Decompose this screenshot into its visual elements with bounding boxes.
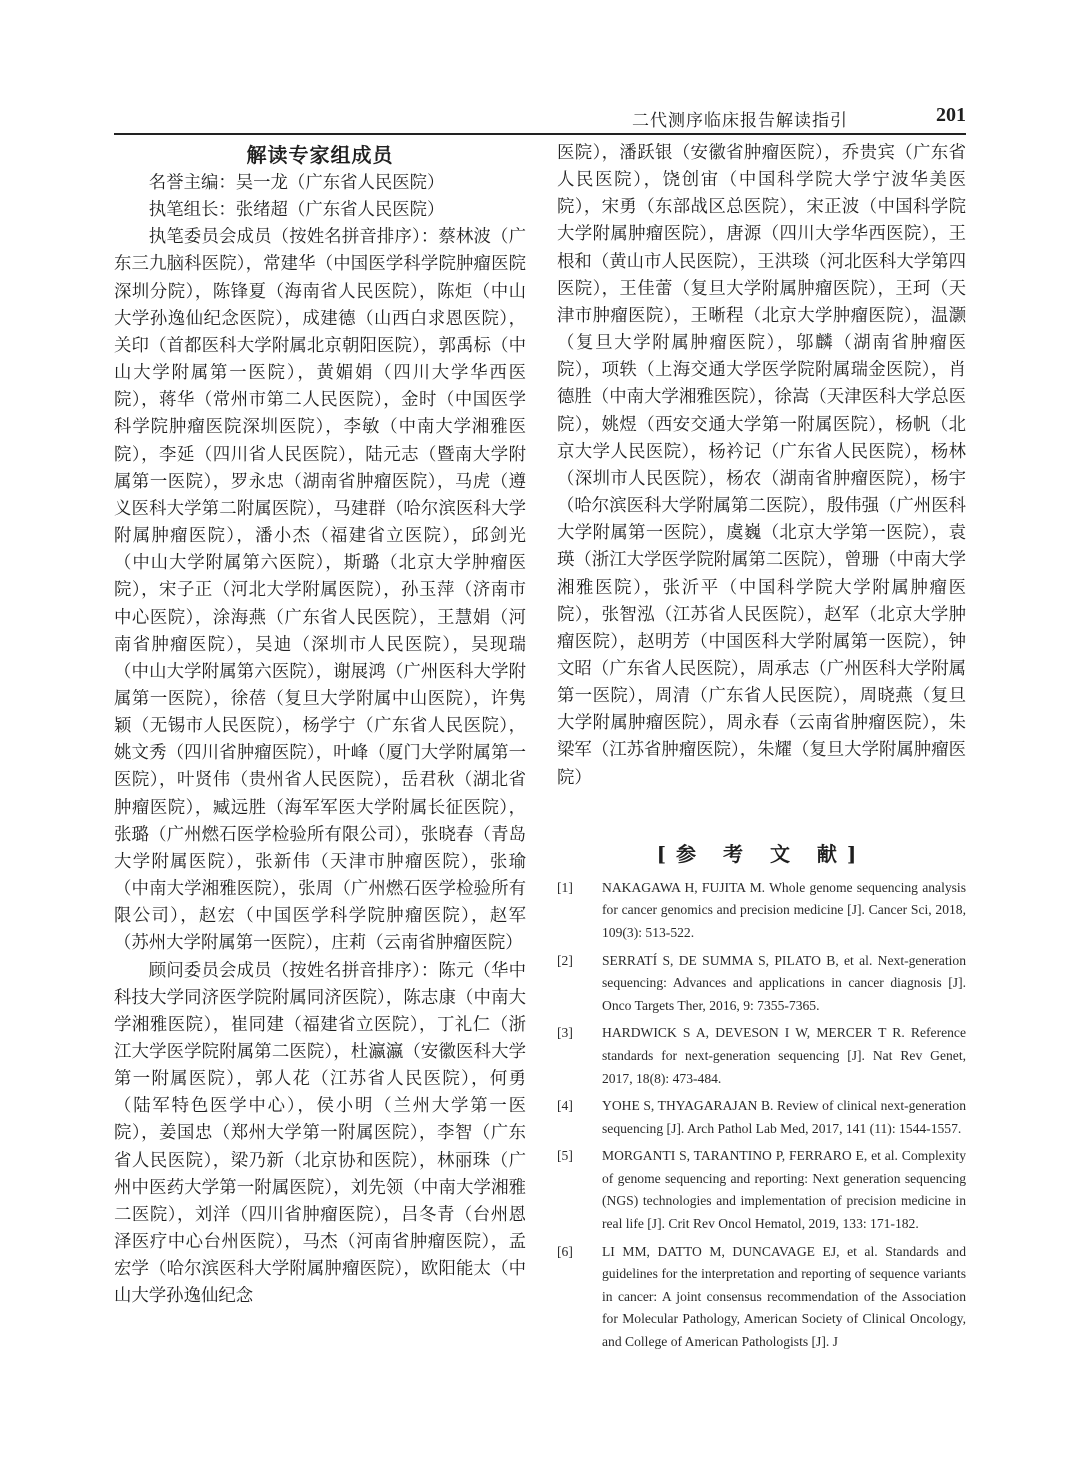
writing-committee: 执笔委员会成员（按姓名拼音排序）：蔡林波（广东三九脑科医院），常建华（中国医学科学院肿瘤医院深圳分院），陈锋夏（海南省人民医院），陈炬（中山大学孙逸仙纪念医院），成建德（山西白求恩医院），关印（首都医科大学附属北京朝阳医院），郭禹标（中山大学附属第一医院），黄媚娟（四川大学华西医院），蒋华（常州市第二人民医院），金时（中国医学科学院肿瘤医院深圳医院），李敏（中南大学湘雅医院），李延（四川省人民医院），陆元志（暨南大学附属第一医院），罗永忠（湖南省肿瘤医院），马虎（遵义医科大学第二附属医院），马建群（哈尔滨医科大学附属肿瘤医院），潘小杰（福建省立医院），邱剑光（中山大学附属第六医院），斯璐（北京大学肿瘤医院），宋子正（河北大学附属医院），孙玉萍（济南市中心医院），涂海燕（广东省人民医院），王慧娟（河南省肿瘤医院），吴迪（深圳市人民医院），吴现瑞（中山大学附属第六医院），谢展鸿（广州医科大学附属第一医院），徐蓓（复旦大学附属中山医院），许隽颖（无锡市人民医院），杨学宁（广东省人民医院），姚文秀（四川省肿瘤医院），叶峰（厦门大学附属第一医院），叶贤伟（贵州省人民医院），岳君秋（湖北省肿瘤医院），臧远胜（海军军医大学附属长征医院），张璐（广州燃石医学检验所有限公司），张晓春（青岛大学附属医院），张新伟（天津市肿瘤医院），张瑜（中南大学湘雅医院），张周（广州燃石医学检验所有限公司），赵宏（中国医学科学院肿瘤医院），赵军（苏州大学附属第一医院），庄莉（云南省肿瘤医院） [114,227,526,954]
reference-number: [5] [557,1148,573,1164]
reference-item [557,877,966,945]
reference-number: [2] [557,952,573,968]
reference-item [557,1145,966,1235]
reference-number: [4] [557,1098,573,1114]
advisory-committee-continued: 医院），潘跃银（安徽省肿瘤医院），乔贵宾（广东省人民医院），饶创宙（中国科学院大学宁波华美医院），宋勇（东部战区总医院），宋正波（中国科学院大学附属肿瘤医院），唐源（四川大学华西医院），王根和（黄山市人民医院），王洪琰（河北医科大学第四医院），王佳蕾（复旦大学附属肿瘤医院），王珂（天津市肿瘤医院），王晰程（北京大学肿瘤医院），温灏（复旦大学附属肿瘤医院），邬麟（湖南省肿瘤医院），项轶（上海交通大学医学院附属瑞金医院），肖德胜（中南大学湘雅医院），徐嵩（天津医科大学总医院），姚煜（西安交通大学第一附属医院），杨帆（北京大学人民医院），杨衿记（广东省人民医院），杨林（深圳市人民医院），杨农（湖南省肿瘤医院），杨宇（哈尔滨医科大学附属第二医院），殷伟强（广州医科大学附属第一医院），虞巍（北京大学第一医院），袁瑛（浙江大学医学院附属第二医院），曾珊（中南大学湘雅医院），张沂平（中国科学院大学附属肿瘤医院），张智泓（江苏省人民医院），赵军（北京大学肿瘤医院），赵明芳（中国医科大学附属第一医院），钟文昭（广东省人民医院），周承志（广州医科大学附属第一医院），周清（广东省人民医院），周晓燕（复旦大学附属肿瘤医院），周永春（云南省肿瘤医院），朱梁军（江苏省肿瘤医院），朱耀（复旦大学附属肿瘤医院） [557,143,966,788]
reference-text: MORGANTI S, TARANTINO P, FERRARO E, et al. Complexity of genome sequencing and reporting: Next generation sequencing (NGS) technologies and implementation of precision medicine in real life [J]. Crit Rev Oncol Hematol, 2019, 133: 171-182. [602,1148,966,1232]
reference-number: [1] [557,879,573,895]
reference-number: [3] [557,1025,573,1041]
references-title: [参 考 文 献] [656,841,867,866]
reference-text: NAKAGAWA H, FUJITA M. Whole genome sequencing analysis for cancer genomics and precision medicine [J]. Cancer Sci, 2018, 109(3): 513-522. [602,879,966,940]
page-number: 201 [936,104,966,126]
advisory-committee: 顾问委员会成员（按姓名拼音排序）：陈元（华中科技大学同济医学院附属同济医院），陈志康（中南大学湘雅医院），崔同建（福建省立医院），丁礼仁（浙江大学医学院附属第二医院），杜瀛瀛（安徽医科大学第一附属医院），郭人花（江苏省人民医院），何勇（陆军特色医学中心），侯小明（兰州大学第一医院），姜国忠（郑州大学第一附属医院），李智（广东省人民医院），梁乃新（北京协和医院），林丽珠（广州中医药大学第一附属医院），刘先领（中南大学湘雅二医院），刘洋（四川省肿瘤医院），吕冬青（台州恩泽医疗中心台州医院），马杰（河南省肿瘤医院），孟宏学（哈尔滨医科大学附属肿瘤医院），欧阳能太（中山大学孙逸仙纪念 [114,960,526,1307]
reference-number: [6] [557,1243,573,1259]
reference-text: LI MM, DATTO M, DUNCAVAGE EJ, et al. Standards and guidelines for the interpretation and reporting of sequence variants in cancer: A joint consensus recommendation of the Association for Molecular Pathology, American Society of Clinical Oncology, and College of American Pathologists [J]. J [602,1243,966,1350]
reference-text: YOHE S, THYAGARAJAN B. Review of clinical next-generation sequencing [J]. Arch Pathol Lab Med, 2017, 141 (11): 1544-1557. [602,1098,966,1136]
honorary-editor: 名誉主编：吴一龙（广东省人民医院） [148,173,445,193]
running-head [114,106,966,134]
right-column [557,140,966,1359]
reference-item [557,950,966,1018]
running-title: 二代测序临床报告解读指引 [632,111,848,131]
expert-group-title: 解读专家组成员 [246,143,394,167]
reference-item [557,1241,966,1354]
header-rule [114,133,966,135]
reference-text: SERRATÍ S, DE SUMMA S, PILATO B, et al. Next-generation sequencing: Advances and applications in cancer diagnosis [J]. Onco Targets Ther, 2016, 9: 7355-7365. [602,952,966,1013]
lead-writer: 执笔组长：张绪超（广东省人民医院） [148,200,445,221]
reference-item [557,1022,966,1090]
reference-item [557,1095,966,1140]
left-column [114,140,526,1311]
reference-list [557,877,966,1354]
reference-text: HARDWICK S A, DEVESON I W, MERCER T R. Reference standards for next-generation sequencing [J]. Nat Rev Genet, 2017, 18(8): 473-484. [602,1025,966,1086]
